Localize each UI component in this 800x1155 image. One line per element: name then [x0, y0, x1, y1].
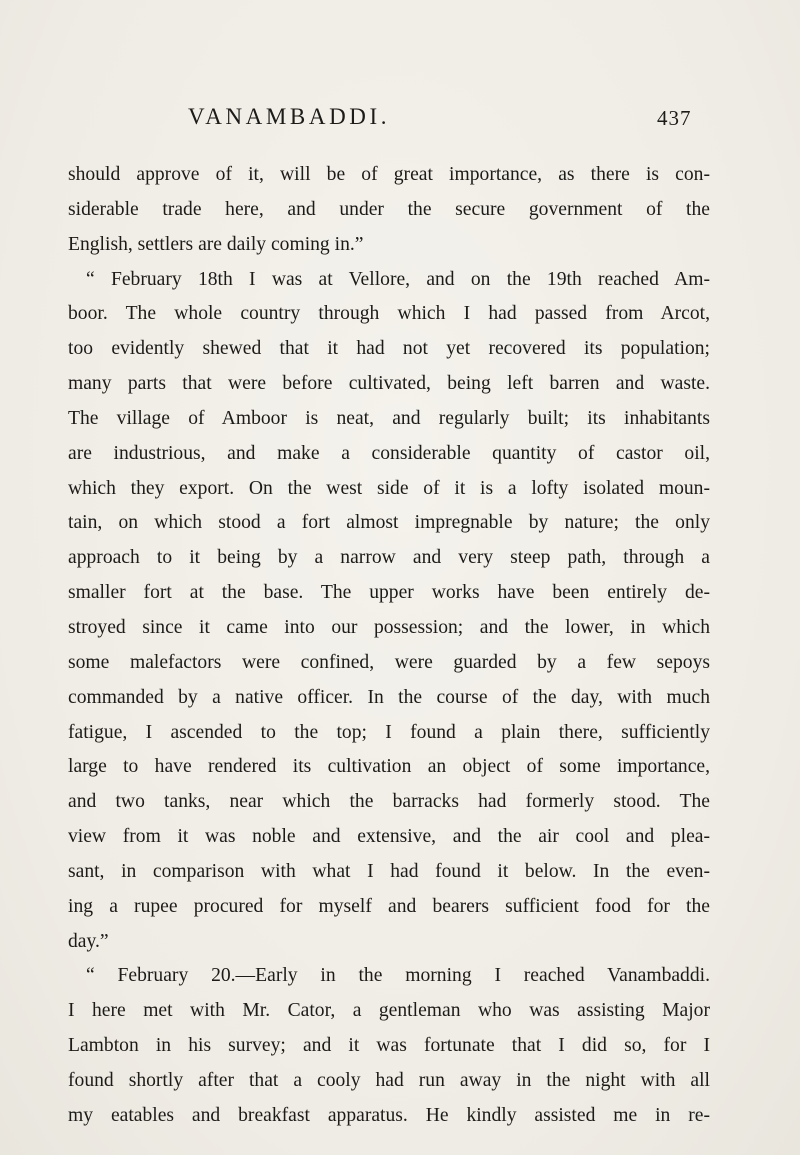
text-line: my eatables and breakfast apparatus. He kindly assisted me in re- — [68, 1104, 710, 1126]
text-line: view from it was noble and extensive, and the air cool and plea- — [68, 826, 710, 848]
text-line: are industrious, and make a considerable quantity of castor oil, — [68, 442, 710, 464]
text-line: should approve of it, will be of great importance, as there is con- — [68, 164, 710, 185]
text-line: English, settlers are daily coming in.” — [68, 233, 364, 255]
running-title: VANAMBADDI. — [188, 104, 391, 129]
text-line: boor. The whole country through which I had passed from Arcot, — [68, 303, 710, 325]
text-line: fatigue, I ascended to the top; I found a plain there, sufficiently — [68, 721, 710, 743]
text-line: day.” — [68, 930, 109, 952]
text-line: sant, in comparison with what I had found it below. In the even- — [68, 860, 710, 882]
body-text — [68, 158, 710, 1134]
text-line: large to have rendered its cultivation an object of some importance, — [68, 756, 710, 778]
page-header — [0, 100, 800, 140]
page-number: 437 — [657, 106, 692, 130]
text-line: some malefactors were confined, were guarded by a few sepoys — [68, 651, 710, 673]
text-line: ing a rupee procured for myself and bearers sufficient food for the — [68, 895, 710, 917]
text-line: stroyed since it came into our possession; and the lower, in which — [68, 616, 710, 638]
text-line: which they export. On the west side of it is a lofty isolated moun- — [68, 477, 710, 499]
text-line: and two tanks, near which the barracks had formerly stood. The — [68, 791, 710, 813]
text-line: commanded by a native officer. In the course of the day, with much — [68, 686, 710, 708]
text-line: “ February 20.—Early in the morning I reached Vanambaddi. — [86, 965, 710, 987]
text-line: found shortly after that a cooly had run away in the night with all — [68, 1069, 710, 1091]
text-line: siderable trade here, and under the secure government of the — [68, 198, 710, 220]
text-line: “ February 18th I was at Vellore, and on the 19th reached Am- — [86, 268, 710, 290]
text-line: too evidently shewed that it had not yet recovered its population; — [68, 338, 710, 360]
text-line: many parts that were before cultivated, being left barren and waste. — [68, 373, 710, 395]
text-line: The village of Amboor is neat, and regularly built; its inhabitants — [68, 407, 710, 429]
text-line: tain, on which stood a fort almost impregnable by nature; the only — [68, 512, 710, 534]
text-line: I here met with Mr. Cator, a gentleman who was assisting Major — [68, 1000, 710, 1022]
text-line: Lambton in his survey; and it was fortunate that I did so, for I — [68, 1035, 710, 1057]
text-line: approach to it being by a narrow and very steep path, through a — [68, 547, 710, 569]
text-line: smaller fort at the base. The upper works have been entirely de- — [68, 582, 710, 604]
